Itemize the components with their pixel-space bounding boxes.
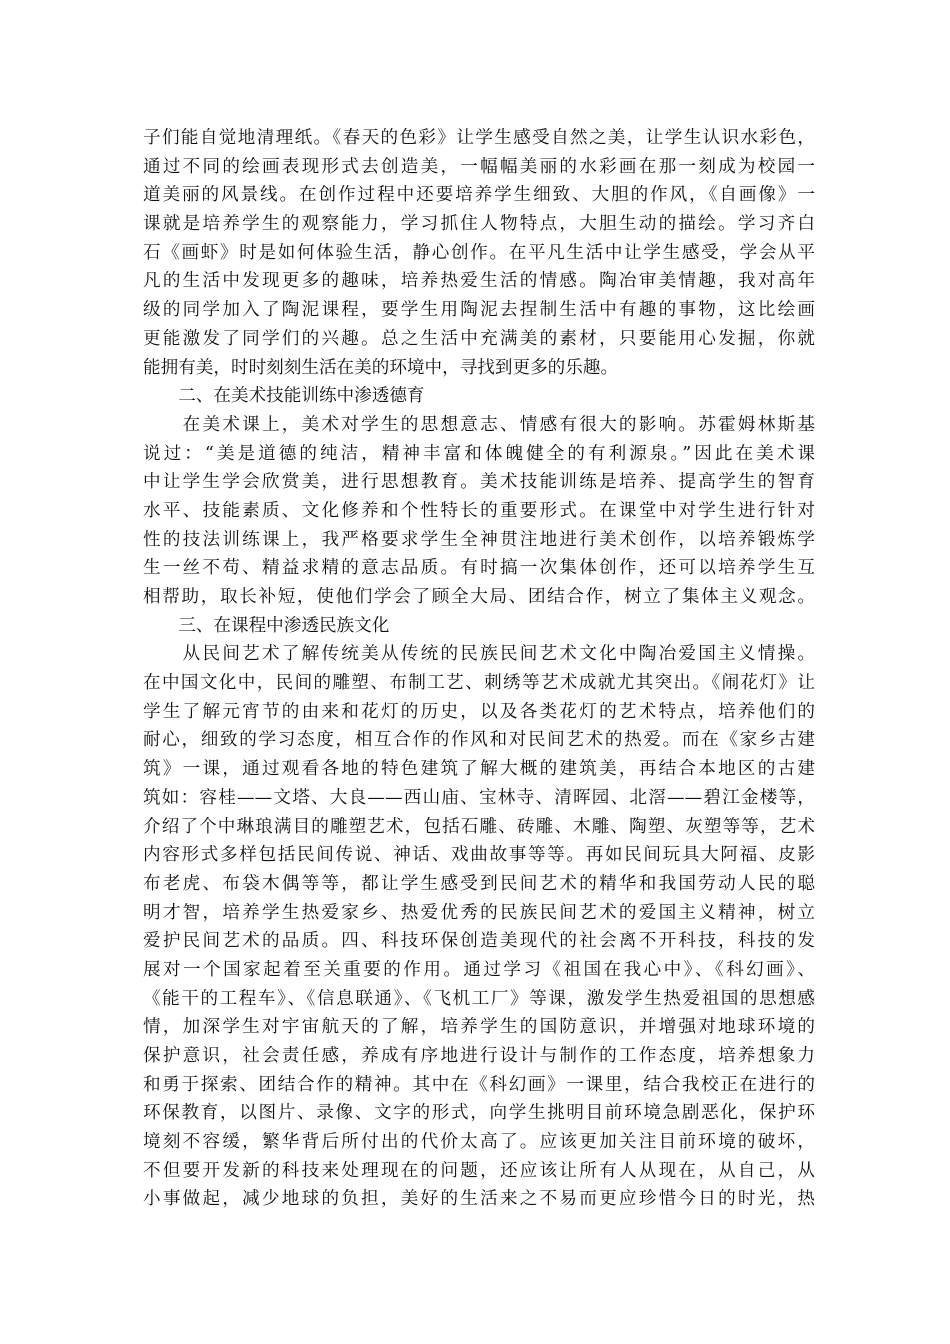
text-line: 介绍了个中琳琅满目的雕塑艺术，包括石雕、砖雕、木雕、陶塑、灰塑等等，艺术: [143, 816, 815, 837]
text-line: 环保教育，以图片、录像、文字的形式，向学生挑明目前环境急剧恶化，保护环: [143, 1103, 815, 1124]
text-line: 《能干的工程车》、《信息联通》、《飞机工厂》等课，激发学生热爱祖国的思想感: [143, 988, 815, 1009]
text-line: 展对一个国家起着至关重要的作用。通过学习《祖国在我心中》、《科幻画》、: [143, 959, 815, 980]
text-line: 级的同学加入了陶泥课程，要学生用陶泥去捏制生活中有趣的事物，这比绘画: [143, 300, 815, 321]
text-line: 布老虎、布袋木偶等等，都让学生感受到民间艺术的精华和我国劳动人民的聪: [143, 873, 815, 894]
text-line: 说过：“美是道德的纯洁，精神丰富和体魄健全的有利源泉。”因此在美术课: [143, 443, 815, 464]
text-line: 从民间艺术了解传统美从传统的民族民间艺术文化中陶冶爱国主义情操。: [143, 644, 815, 665]
text-line: 水平、技能素质、文化修养和个性特长的重要形式。在课堂中对学生进行针对: [143, 500, 815, 521]
text-line: 二、在美术技能训练中渗透德育: [143, 386, 425, 407]
body-text: [143, 124, 815, 1214]
text-line: 筑如：容桂——文塔、大良——西山庙、宝林寺、清晖园、北滘——碧江金楼等，: [143, 787, 815, 808]
text-line: 性的技法训练课上，我严格要求学生全神贯注地进行美术创作，以培养锻炼学: [143, 529, 815, 550]
text-line: 道美丽的风景线。在创作过程中还要培养学生细致、大胆的作风，《自画像》一: [143, 185, 815, 206]
text-line: 子们能自觉地清理纸。《春天的色彩》让学生感受自然之美，让学生认识水彩色，: [143, 128, 815, 148]
text-line: 爱护民间艺术的品质。四、科技环保创造美现代的社会离不开科技，科技的发: [143, 931, 815, 952]
text-line: 通过不同的绘画表现形式去创造美，一幅幅美丽的水彩画在那一刻成为校园一: [143, 156, 815, 177]
text-line: 凡的生活中发现更多的趣味，培养热爱生活的情感。陶冶审美情趣，我对高年: [143, 271, 815, 292]
text-line: 在中国文化中，民间的雕塑、布制工艺、刺绣等艺术成就尤其突出。《闹花灯》让: [143, 673, 815, 694]
text-line: 课就是培养学生的观察能力，学习抓住人物特点，大胆生动的描绘。学习齐白: [143, 214, 815, 235]
text-line: 内容形式多样包括民间传说、神话、戏曲故事等等。再如民间玩具大阿福、皮影: [143, 845, 815, 866]
text-line: 在美术课上，美术对学生的思想意志、情感有很大的影响。苏霍姆林斯基: [143, 414, 815, 435]
text-line: 生一丝不苟、精益求精的意志品质。有时搞一次集体创作，还可以培养学生互: [143, 558, 815, 579]
text-line: 不但要开发新的科技来处理现在的问题，还应该让所有人从现在，从自己，从: [143, 1160, 815, 1181]
text-line: 石《画虾》时是如何体验生活，静心创作。在平凡生活中让学生感受，学会从平: [143, 242, 815, 263]
text-line: 保护意识，社会责任感，养成有序地进行设计与制作的工作态度，培养想象力: [143, 1046, 815, 1066]
text-line: 相帮助，取长补短，使他们学会了顾全大局、团结合作，树立了集体主义观念。: [143, 587, 815, 607]
text-line: 筑》一课，通过观看各地的特色建筑了解大概的建筑美，再结合本地区的古建: [143, 759, 815, 780]
text-line: 境刻不容缓，繁华背后所付出的代价太高了。应该更加关注目前环境的破坏，: [143, 1132, 815, 1153]
text-line: 三、在课程中渗透民族文化: [143, 615, 390, 636]
text-line: 更能激发了同学们的兴趣。总之生活中充满美的素材，只要能用心发掘，你就: [143, 328, 815, 349]
text-line: 学生了解元宵节的由来和花灯的历史，以及各类花灯的艺术特点，培养他们的: [143, 701, 815, 722]
text-line: 能拥有美，时时刻刻生活在美的环境中，寻找到更多的乐趣。: [143, 357, 619, 378]
text-line: 耐心，细致的学习态度，相互合作的作风和对民间艺术的热爱。而在《家乡古建: [143, 730, 815, 751]
text-line: 和勇于探索、团结合作的精神。其中在《科幻画》一课里，结合我校正在进行的: [143, 1074, 815, 1095]
text-line: 情，加深学生对宇宙航天的了解，培养学生的国防意识，并增强对地球环境的: [143, 1017, 815, 1038]
text-line: 小事做起，减少地球的负担，美好的生活来之不易而更应珍惜今日的时光，热: [143, 1189, 815, 1210]
text-line: 明才智，培养学生热爱家乡、热爱优秀的民族民间艺术的爱国主义精神，树立: [143, 902, 815, 923]
text-line: 中让学生学会欣赏美，进行思想教育。美术技能训练是培养、提高学生的智育: [143, 472, 815, 493]
